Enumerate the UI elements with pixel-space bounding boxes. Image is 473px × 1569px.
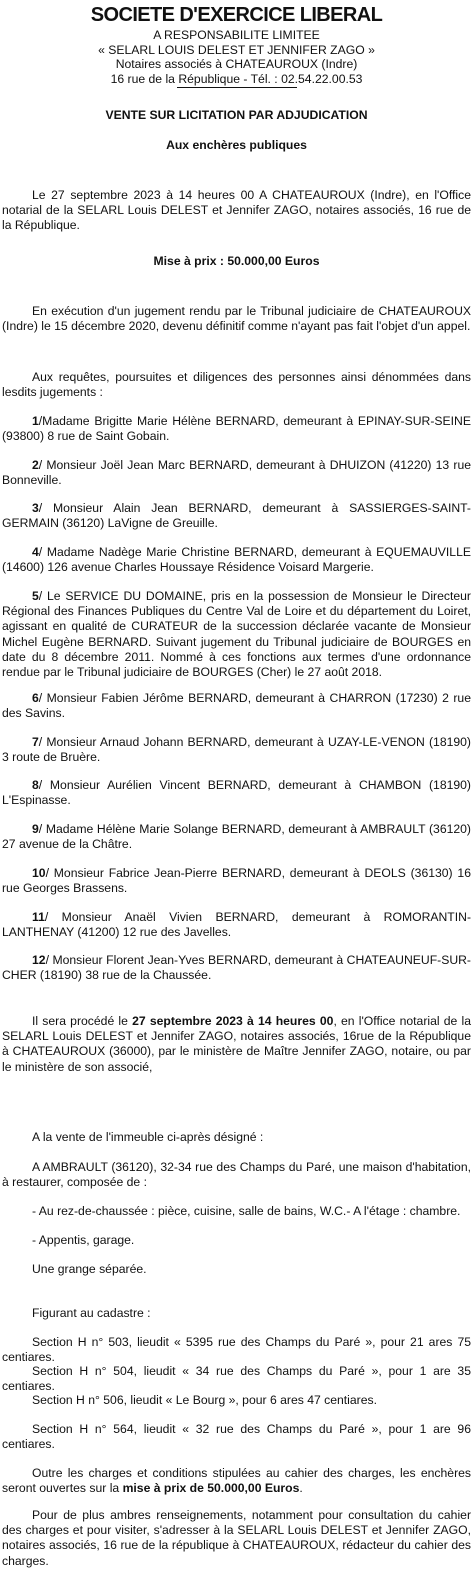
party-item: 10/ Monsieur Fabrice Jean-Pierre BERNARD, demeurant à DEOLS (36130) 16 rue Georges Brassens.: [2, 866, 471, 896]
party-number: 4: [32, 545, 39, 559]
party-item: 4/ Madame Nadège Marie Christine BERNARD, demeurant à EQUEMAUVILLE (14600) 126 avenue Charles Houssaye Résidence Voisard Margerie.: [2, 545, 471, 575]
composition-item: - Au rez-de-chaussée : pièce, cuisine, salle de bains, W.C.- A l'étage : chambre.: [32, 1204, 461, 1218]
party-item: 12/ Monsieur Florent Jean-Yves BERNARD, demeurant à CHATEAUNEUF-SUR-CHER (18190) 38 rue de la Chaussée.: [2, 953, 471, 983]
party-item: 1/Madame Brigitte Marie Hélène BERNARD, demeurant à EPINAY-SUR-SEINE (93800) 8 rue de Saint Gobain.: [2, 414, 471, 444]
party-item: 9/ Madame Hélène Marie Solange BERNARD, demeurant à AMBRAULT (36120) 27 avenue de la Châtre.: [2, 822, 471, 852]
composition-item: - Appentis, garage.: [32, 1233, 135, 1247]
composition-item: Une grange séparée.: [32, 1262, 147, 1276]
party-number: 5: [32, 589, 39, 603]
auction-heading: Aux enchères publiques: [166, 138, 307, 152]
header-divider: [177, 87, 297, 88]
party-item: 6/ Monsieur Fabien Jérôme BERNARD, demeurant à CHARRON (17230) 2 rue des Savins.: [2, 691, 471, 721]
cadastre-item: Section H n° 504, lieudit « 34 rue des Champs du Paré », pour 1 are 35 centiares.: [2, 1364, 471, 1394]
starting-price: Mise à prix : 50.000,00 Euros: [153, 254, 320, 268]
auction-date: 27 septembre 2023 à 14 heures 00: [132, 1014, 334, 1028]
cadastre-item: Section H n° 564, lieudit « 32 rue des Champs du Paré », pour 1 are 96 centiares.: [2, 1422, 471, 1452]
party-number: 1: [32, 414, 39, 428]
cadastre-item: Section H n° 506, lieudit « Le Bourg », pour 6 ares 47 centiares.: [32, 1393, 377, 1407]
party-item: 11/ Monsieur Anaël Vivien BERNARD, demeurant à ROMORANTIN-LANTHENAY (41200) 12 rue des Javelles.: [2, 910, 471, 940]
information-paragraph: Pour de plus ambres renseignements, notamment pour consultation du cahier des charges et pour visiter, s'adresser à la SELARL Louis DELEST et Jennifer ZAGO, notaires associés, 16 rue de la république à CHATEAUROUX, rédacteur du cahier des charges.: [2, 1508, 471, 1568]
procedure-paragraph: Il sera procédé le 27 septembre 2023 à 14 heures 00, en l'Office notarial de la SELARL Louis DELEST et Jennifer ZAGO, notaires associés, 16rue de la République à CHATEAUROUX (36000), par le ministère de Maître Jennifer ZAGO, notaire, ou par le ministère de son associé,: [2, 1014, 471, 1074]
party-number: 3: [32, 501, 39, 515]
party-number: 12: [32, 953, 46, 967]
header-line-3: Notaires associés à CHATEAUROUX (Indre): [115, 57, 358, 72]
conditions-paragraph: Outre les charges et conditions stipulées au cahier des charges, les enchères seront ouvertes sur la mise à prix de 50.000,00 Euros.: [2, 1466, 471, 1496]
cadastre-title: Figurant au cadastre :: [32, 1306, 151, 1320]
party-number: 2: [32, 458, 39, 472]
intro-paragraph: Le 27 septembre 2023 à 14 heures 00 A CHATEAUROUX (Indre), en l'Office notarial de la SELARL Louis DELEST et Jennifer ZAGO, notaires associés, 16 rue de la République.: [2, 188, 471, 233]
header-line-2: « SELARL LOUIS DELEST ET JENNIFER ZAGO »: [98, 42, 375, 57]
sale-object-intro: A la vente de l'immeuble ci-après désigné :: [32, 1130, 264, 1144]
party-item: 5/ Le SERVICE DU DOMAINE, pris en la possession de Monsieur le Directeur Régional des Finances Publiques du Centre Val de Loire et du département du Loiret, agissant en qualité de CURATEUR de la succession déclarée vacante de Monsieur Michel Eugène BERNARD. Suivant jugement du Tribunal judiciaire de BOURGES en date du 8 décembre 2011. Nommé à ces fonctions aux termes d'une ordonnance rendue par le Tribunal judiciaire de BOURGES (Cher) le 27 août 2018.: [2, 589, 471, 680]
party-item: 2/ Monsieur Joël Jean Marc BERNARD, demeurant à DHUIZON (41220) 13 rue Bonneville.: [2, 458, 471, 488]
notice-title: SOCIETE D'EXERCICE LIBERAL: [90, 4, 383, 26]
party-item: 8/ Monsieur Aurélien Vincent BERNARD, demeurant à CHAMBON (18190) L'Espinasse.: [2, 778, 471, 808]
party-number: 6: [32, 691, 39, 705]
cadastre-item: Section H n° 503, lieudit « 5395 rue des Champs du Paré », pour 21 ares 75 centiares.: [2, 1335, 471, 1365]
requests-paragraph: Aux requêtes, poursuites et diligences des personnes ainsi dénommées dans lesdits jugements :: [2, 370, 471, 400]
party-number: 11: [32, 910, 45, 924]
property-description: A AMBRAULT (36120), 32-34 rue des Champs du Paré, une maison d'habitation, à restaurer, composée de :: [2, 1160, 471, 1190]
header-line-4: 16 rue de la République - Tél. : 02.54.22.00.53: [110, 71, 363, 86]
party-item: 7/ Monsieur Arnaud Johann BERNARD, demeurant à UZAY-LE-VENON (18190) 3 route de Bruère.: [2, 735, 471, 765]
judgment-paragraph: En exécution d'un jugement rendu par le Tribunal judiciaire de CHATEAUROUX (Indre) le 15 décembre 2020, devenu définitif comme n'ayant pas fait l'objet d'un appel.: [2, 304, 471, 334]
starting-price-inline: mise à prix de 50.000,00 Euros: [122, 1481, 300, 1496]
header-line-1: A RESPONSABILITE LIMITEE: [153, 28, 320, 42]
party-number: 9: [32, 822, 39, 836]
party-number: 7: [32, 735, 39, 749]
party-item: 3/ Monsieur Alain Jean BERNARD, demeurant à SASSIERGES-SAINT-GERMAIN (36120) LaVigne de Greuille.: [2, 501, 471, 531]
party-number: 10: [32, 866, 46, 880]
party-number: 8: [32, 778, 39, 792]
sale-heading: VENTE SUR LICITATION PAR ADJUDICATION: [105, 108, 368, 122]
notary-header: [2, 0, 471, 88]
